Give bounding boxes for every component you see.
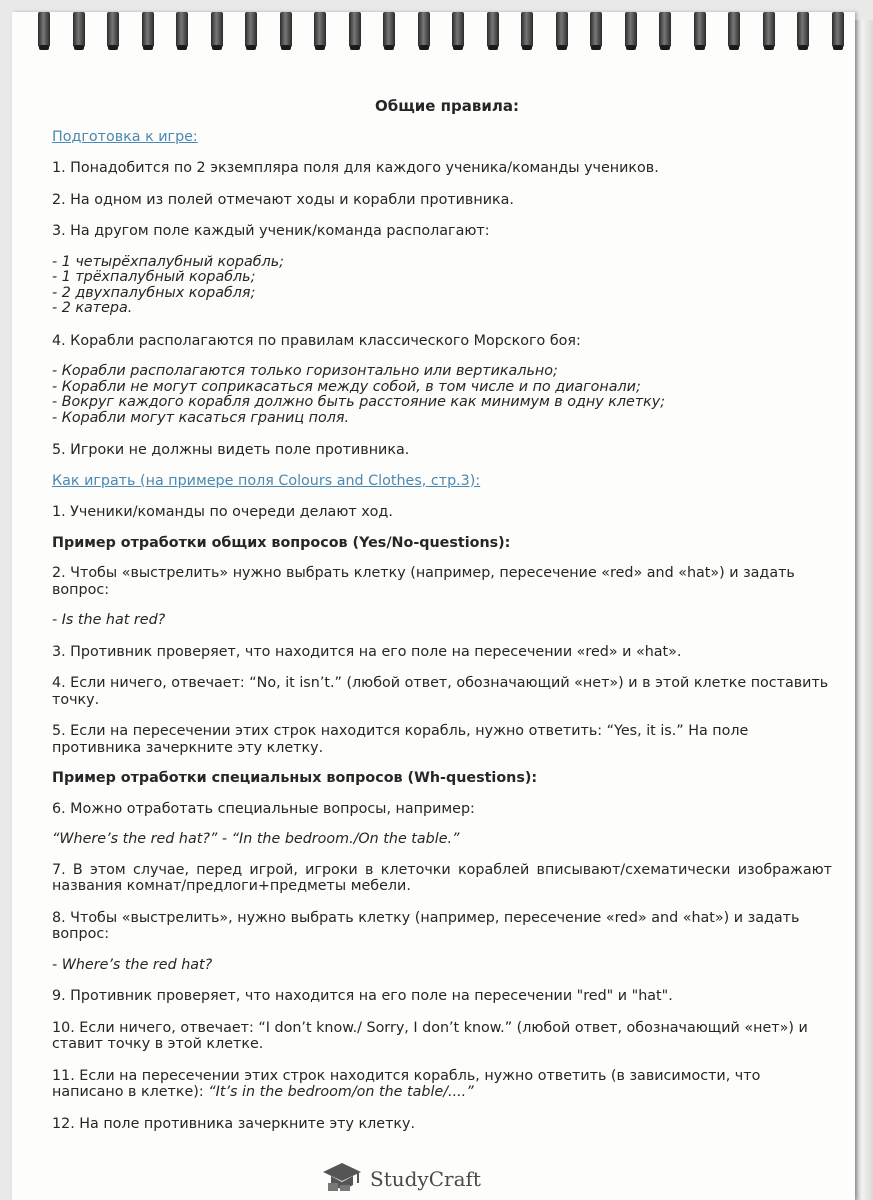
step-3: 3. Противник проверяет, что находится на его поле на пересечении «red» и «hat». bbox=[52, 643, 682, 660]
binding-hole bbox=[39, 45, 49, 50]
example-question-3: - Where’s the red hat? bbox=[52, 956, 213, 973]
studycraft-logo bbox=[322, 1162, 481, 1196]
step-9: 9. Противник проверяет, что находится на его поле на пересечении "red" и "hat". bbox=[52, 988, 673, 1004]
binding-ring bbox=[659, 12, 671, 48]
binding-hole bbox=[143, 45, 153, 50]
step-4: 4. Если ничего, отвечает: “No, it isn’t.” (любой ответ, обозначающий «нет») и в этой клетке поставить точку. bbox=[52, 675, 829, 708]
page-content bbox=[52, 98, 832, 1132]
binding-hole bbox=[522, 45, 532, 50]
binding-ring bbox=[176, 12, 188, 48]
binding-hole bbox=[246, 45, 256, 50]
list-item: - Корабли располагаются только горизонтально или вертикально; bbox=[52, 363, 558, 379]
binding-ring bbox=[797, 12, 809, 48]
list-item: - Корабли не могут соприкасаться между собой, в том числе и по диагонали; bbox=[52, 378, 641, 395]
spiral-binding bbox=[32, 12, 852, 52]
step-10: 10. Если ничего, отвечает: “I don’t know./ Sorry, I don’t know.” (любой ответ, обозначающий «нет») и ставит точку в этой клетке. bbox=[52, 1019, 808, 1052]
binding-ring bbox=[73, 12, 85, 48]
binding-ring bbox=[245, 12, 257, 48]
example-question-1: - Is the hat red? bbox=[52, 612, 166, 628]
step-5: 5. Если на пересечении этих строк находится корабль, нужно ответить: “Yes, it is.” На поле противника зачеркните эту клетку. bbox=[52, 723, 749, 756]
list-item: - Корабли могут касаться границ поля. bbox=[52, 409, 350, 426]
step-7: 7. В этом случае, перед игрой, игроки в клеточки кораблей вписывают/схематически изображают названия комнат/предлоги+предметы мебели. bbox=[52, 861, 832, 894]
step-1: 1. Ученики/команды по очереди делают ход. bbox=[52, 504, 393, 520]
rule-2: 2. На одном из полей отмечают ходы и корабли противника. bbox=[52, 191, 514, 208]
binding-ring bbox=[763, 12, 775, 48]
binding-hole bbox=[729, 45, 739, 50]
step-11 bbox=[52, 1068, 832, 1101]
step-12: 12. На поле противника зачеркните эту клетку. bbox=[52, 1115, 416, 1132]
binding-hole bbox=[350, 45, 360, 50]
binding-hole bbox=[281, 45, 291, 50]
binding-ring bbox=[452, 12, 464, 48]
subheading-wh-questions: Пример отработки специальных вопросов (Wh-questions): bbox=[52, 770, 538, 786]
binding-ring bbox=[314, 12, 326, 48]
page-title: Общие правила: bbox=[374, 97, 520, 115]
binding-ring bbox=[280, 12, 292, 48]
example-question-2: “Where’s the red hat?” - “In the bedroom./On the table.” bbox=[52, 831, 460, 847]
step-2: 2. Чтобы «выстрелить» нужно выбрать клетку (например, пересечение «red» and «hat») и задать вопрос: bbox=[52, 565, 795, 598]
binding-hole bbox=[695, 45, 705, 50]
step-8: 8. Чтобы «выстрелить», нужно выбрать клетку (например, пересечение «red» and «hat») и задать вопрос: bbox=[52, 909, 800, 942]
binding-hole bbox=[453, 45, 463, 50]
binding-hole bbox=[488, 45, 498, 50]
list-item: - 2 катера. bbox=[52, 300, 133, 316]
example-answer: “It’s in the bedroom/on the table/....” bbox=[208, 1084, 474, 1100]
subheading-yes-no-questions: Пример отработки общих вопросов (Yes/No-questions): bbox=[52, 534, 511, 551]
step-11-text: 11. Если на пересечении этих строк находится корабль, нужно ответить (в зависимости, что написано в клетке): bbox=[52, 1067, 761, 1100]
logo-text: StudyCraft bbox=[370, 1167, 481, 1191]
binding-hole bbox=[591, 45, 601, 50]
list-item: - Вокруг каждого корабля должно быть расстояние как минимум в одну клетку; bbox=[52, 394, 666, 410]
ships-list bbox=[52, 255, 832, 317]
binding-hole bbox=[177, 45, 187, 50]
binding-ring bbox=[107, 12, 119, 48]
graduation-cap-icon bbox=[322, 1161, 362, 1197]
binding-hole bbox=[798, 45, 808, 50]
binding-ring bbox=[521, 12, 533, 48]
placement-rules-list bbox=[52, 364, 832, 426]
binding-ring bbox=[487, 12, 499, 48]
list-item: - 1 четырёхпалубный корабль; bbox=[52, 253, 284, 270]
binding-ring bbox=[418, 12, 430, 48]
binding-hole bbox=[557, 45, 567, 50]
binding-hole bbox=[626, 45, 636, 50]
binding-ring bbox=[142, 12, 154, 48]
binding-hole bbox=[833, 45, 843, 50]
binding-hole bbox=[764, 45, 774, 50]
binding-hole bbox=[315, 45, 325, 50]
binding-hole bbox=[108, 45, 118, 50]
binding-ring bbox=[590, 12, 602, 48]
rule-1: 1. Понадобится по 2 экземпляра поля для каждого ученика/команды учеников. bbox=[52, 160, 659, 176]
binding-ring bbox=[625, 12, 637, 48]
binding-hole bbox=[384, 45, 394, 50]
binding-ring bbox=[694, 12, 706, 48]
section-heading-how-to-play[interactable]: Как играть (на примере поля Colours and Clothes, стр.3): bbox=[52, 472, 481, 489]
notebook-edge bbox=[855, 20, 873, 1200]
rule-4: 4. Корабли располагаются по правилам классического Морского боя: bbox=[52, 332, 581, 349]
binding-ring bbox=[728, 12, 740, 48]
binding-ring bbox=[38, 12, 50, 48]
binding-hole bbox=[74, 45, 84, 50]
binding-hole bbox=[419, 45, 429, 50]
section-heading-preparation[interactable]: Подготовка к игре: bbox=[52, 128, 198, 145]
binding-hole bbox=[660, 45, 670, 50]
binding-ring bbox=[383, 12, 395, 48]
binding-ring bbox=[211, 12, 223, 48]
rule-3: 3. На другом поле каждый ученик/команда располагают: bbox=[52, 223, 490, 239]
binding-hole bbox=[212, 45, 222, 50]
rule-5: 5. Игроки не должны видеть поле противника. bbox=[52, 442, 410, 458]
list-item: - 2 двухпалубных корабля; bbox=[52, 284, 256, 301]
step-6: 6. Можно отработать специальные вопросы, например: bbox=[52, 800, 475, 817]
binding-ring bbox=[556, 12, 568, 48]
binding-ring bbox=[349, 12, 361, 48]
list-item: - 1 трёхпалубный корабль; bbox=[52, 269, 256, 285]
binding-ring bbox=[832, 12, 844, 48]
